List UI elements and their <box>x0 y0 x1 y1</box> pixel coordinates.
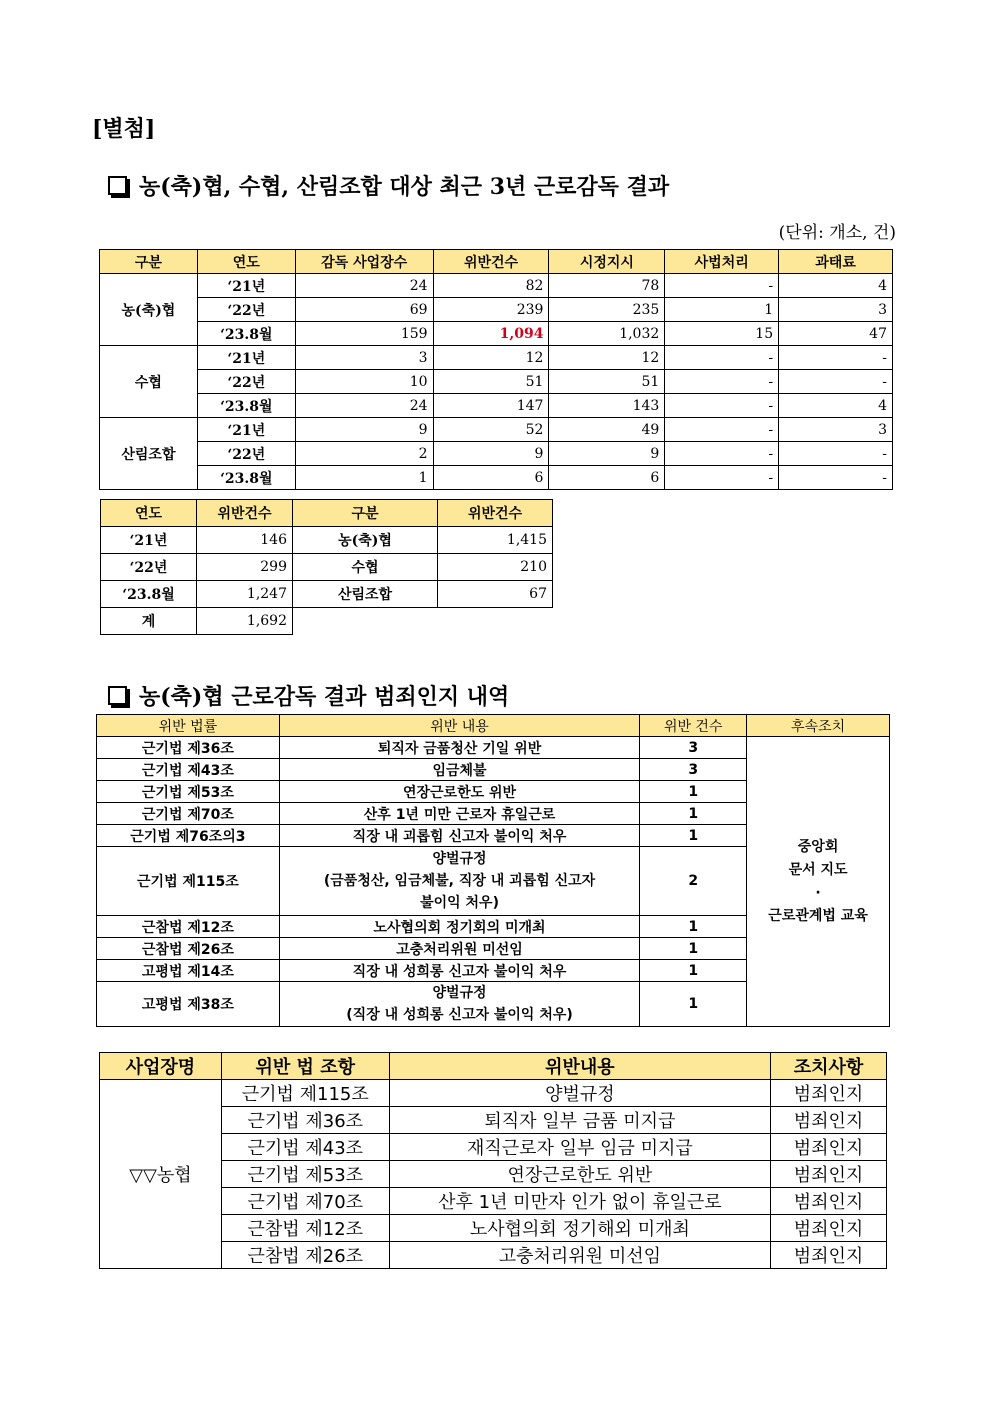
action-cell: 범죄인지 <box>771 1161 887 1188</box>
header-cell: 조치사항 <box>771 1053 887 1080</box>
data-cell: - <box>665 466 779 490</box>
data-cell: 51 <box>549 370 665 394</box>
content-cell: 고충처리위원 미선임 <box>389 1242 770 1269</box>
table-row <box>100 370 893 394</box>
table-row <box>100 418 893 442</box>
data-cell: 78 <box>549 274 665 298</box>
header-cell: 위반내용 <box>389 1053 770 1080</box>
followup-cell <box>747 737 890 1027</box>
data-cell: - <box>779 466 893 490</box>
data-cell: 51 <box>433 370 549 394</box>
group-name: 농(축)협 <box>293 527 438 554</box>
checkbox-icon <box>108 686 127 705</box>
table-row <box>101 554 553 581</box>
law-cell: 근기법 제36조 <box>97 737 280 759</box>
total-value: 1,692 <box>197 608 293 635</box>
data-cell: - <box>665 370 779 394</box>
header-cell: 위반 법 조항 <box>221 1053 389 1080</box>
data-cell: 4 <box>779 274 893 298</box>
data-cell: 47 <box>779 322 893 346</box>
data-cell: 146 <box>197 527 293 554</box>
data-cell: 210 <box>438 554 553 581</box>
year-cell: ‘22년 <box>101 554 197 581</box>
action-cell: 범죄인지 <box>771 1107 887 1134</box>
table-row <box>100 1080 887 1107</box>
content-cell <box>279 982 640 1027</box>
header-cell: 감독 사업장수 <box>295 250 433 274</box>
header-cell: 연도 <box>197 250 295 274</box>
data-cell: - <box>665 418 779 442</box>
data-cell: 1 <box>295 466 433 490</box>
law-cell: 고평법 제38조 <box>97 982 280 1027</box>
header-cell: 구분 <box>293 500 438 527</box>
followup-line: 중앙회 <box>797 838 839 855</box>
data-cell: 4 <box>779 394 893 418</box>
data-cell: 15 <box>665 322 779 346</box>
law-cell: 근기법 제115조 <box>221 1080 389 1107</box>
data-cell: 69 <box>295 298 433 322</box>
year-cell: ‘23.8월 <box>197 322 295 346</box>
action-cell: 범죄인지 <box>771 1134 887 1161</box>
count-cell: 2 <box>640 847 747 916</box>
data-cell: 1 <box>665 298 779 322</box>
law-cell: 근참법 제12조 <box>221 1215 389 1242</box>
table-header-row <box>97 715 890 737</box>
content-cell: 산후 1년 미만 근로자 휴일근로 <box>279 803 640 825</box>
table-row <box>101 527 553 554</box>
content-cell: 퇴직자 일부 금품 미지급 <box>389 1107 770 1134</box>
section1-heading <box>108 170 669 201</box>
action-cell: 범죄인지 <box>771 1188 887 1215</box>
data-cell: - <box>779 346 893 370</box>
table-row <box>97 737 890 759</box>
data-cell: 9 <box>433 442 549 466</box>
count-cell: 3 <box>640 737 747 759</box>
law-cell: 근기법 제53조 <box>97 781 280 803</box>
year-cell: ‘22년 <box>197 298 295 322</box>
total-label: 계 <box>101 608 197 635</box>
data-cell: - <box>665 346 779 370</box>
total-row <box>101 608 553 635</box>
header-cell: 위반 건수 <box>640 715 747 737</box>
header-cell: 시정지시 <box>549 250 665 274</box>
data-cell: 52 <box>433 418 549 442</box>
data-cell: 24 <box>295 274 433 298</box>
followup-line: 문서 지도 <box>788 861 848 878</box>
count-cell: 1 <box>640 825 747 847</box>
content-line: (직장 내 성희롱 신고자 불이익 처우) <box>346 1007 573 1023</box>
workplace-table <box>99 1052 887 1269</box>
table-row <box>100 298 893 322</box>
header-cell: 위반 법률 <box>97 715 280 737</box>
checkbox-icon <box>108 176 127 195</box>
count-cell: 1 <box>640 916 747 938</box>
table-header-row <box>101 500 553 527</box>
law-cell: 근기법 제36조 <box>221 1107 389 1134</box>
data-cell: 143 <box>549 394 665 418</box>
content-cell: 연장근로한도 위반 <box>279 781 640 803</box>
data-cell: - <box>779 370 893 394</box>
data-cell: - <box>665 442 779 466</box>
year-cell: ‘22년 <box>197 442 295 466</box>
inspection-results-table <box>99 249 893 490</box>
data-cell: 9 <box>295 418 433 442</box>
data-cell: 49 <box>549 418 665 442</box>
data-cell: 1,415 <box>438 527 553 554</box>
data-cell: 6 <box>433 466 549 490</box>
data-cell: - <box>665 394 779 418</box>
table-row <box>101 581 553 608</box>
violations-table <box>96 714 890 1027</box>
summary-table <box>100 499 553 635</box>
data-cell: 147 <box>433 394 549 418</box>
data-cell: 3 <box>779 418 893 442</box>
table-header-row <box>100 1053 887 1080</box>
header-cell: 위반 내용 <box>279 715 640 737</box>
data-cell: 82 <box>433 274 549 298</box>
law-cell: 근기법 제70조 <box>97 803 280 825</box>
action-cell: 범죄인지 <box>771 1215 887 1242</box>
content-cell: 퇴직자 금품청산 기일 위반 <box>279 737 640 759</box>
year-cell: ‘23.8월 <box>197 466 295 490</box>
section1-title: 농(축)협, 수협, 산림조합 대상 최근 3년 근로감독 결과 <box>139 174 670 200</box>
law-cell: 근기법 제76조의3 <box>97 825 280 847</box>
followup-line: 근로관계법 교육 <box>768 907 868 924</box>
data-cell: 1,032 <box>549 322 665 346</box>
header-cell: 과태료 <box>779 250 893 274</box>
section2-title: 농(축)협 근로감독 결과 범죄인지 내역 <box>139 684 510 710</box>
content-cell: 직장 내 성희롱 신고자 불이익 처우 <box>279 960 640 982</box>
data-cell: 239 <box>433 298 549 322</box>
law-cell: 근참법 제12조 <box>97 916 280 938</box>
action-cell: 범죄인지 <box>771 1080 887 1107</box>
year-cell: ‘23.8월 <box>101 581 197 608</box>
table-row <box>100 274 893 298</box>
content-line: 양벌규정 <box>432 985 487 1001</box>
data-cell: 6 <box>549 466 665 490</box>
header-cell: 위반건수 <box>197 500 293 527</box>
content-cell: 산후 1년 미만자 인가 없이 휴일근로 <box>389 1188 770 1215</box>
count-cell: 1 <box>640 982 747 1027</box>
content-cell: 임금체불 <box>279 759 640 781</box>
data-cell: 159 <box>295 322 433 346</box>
unit-note: (단위: 개소, 건) <box>778 223 896 243</box>
content-line: 양벌규정 <box>432 851 487 867</box>
group-name: 농(축)협 <box>100 274 198 346</box>
action-cell: 범죄인지 <box>771 1242 887 1269</box>
data-cell: 9 <box>549 442 665 466</box>
content-cell: 양벌규정 <box>389 1080 770 1107</box>
group-name: 수협 <box>293 554 438 581</box>
data-cell: 12 <box>549 346 665 370</box>
header-cell: 연도 <box>101 500 197 527</box>
table-row <box>100 346 893 370</box>
content-cell: 노사협의회 정기해외 미개최 <box>389 1215 770 1242</box>
year-cell: ‘21년 <box>197 274 295 298</box>
law-cell: 근기법 제43조 <box>97 759 280 781</box>
header-cell: 구분 <box>100 250 198 274</box>
data-cell: 235 <box>549 298 665 322</box>
data-cell: 2 <box>295 442 433 466</box>
group-name: 산림조합 <box>100 418 198 490</box>
law-cell: 고평법 제14조 <box>97 960 280 982</box>
count-cell: 1 <box>640 781 747 803</box>
year-cell: ‘21년 <box>197 346 295 370</box>
data-cell: 1,247 <box>197 581 293 608</box>
data-cell: - <box>779 442 893 466</box>
data-cell: 24 <box>295 394 433 418</box>
law-cell: 근기법 제53조 <box>221 1161 389 1188</box>
content-cell: 고충처리위원 미선임 <box>279 938 640 960</box>
count-cell: 3 <box>640 759 747 781</box>
law-cell: 근참법 제26조 <box>221 1242 389 1269</box>
content-line: 불이익 처우) <box>420 895 499 911</box>
content-cell: 노사협의회 정기회의 미개최 <box>279 916 640 938</box>
year-cell: ‘21년 <box>101 527 197 554</box>
section2-heading <box>108 680 509 711</box>
group-name: 수협 <box>100 346 198 418</box>
table-row <box>100 466 893 490</box>
content-cell: 연장근로한도 위반 <box>389 1161 770 1188</box>
attachment-label: [별첨] <box>92 116 156 142</box>
year-cell: ‘21년 <box>197 418 295 442</box>
table-row <box>100 394 893 418</box>
data-cell: 3 <box>295 346 433 370</box>
data-cell: 67 <box>438 581 553 608</box>
data-cell: 299 <box>197 554 293 581</box>
count-cell: 1 <box>640 938 747 960</box>
table-header-row <box>100 250 893 274</box>
content-cell: 직장 내 괴롭힘 신고자 불이익 처우 <box>279 825 640 847</box>
content-cell: 재직근로자 일부 임금 미지급 <box>389 1134 770 1161</box>
group-name: 산림조합 <box>293 581 438 608</box>
data-cell: 10 <box>295 370 433 394</box>
followup-line: · <box>815 884 821 901</box>
table-row <box>100 322 893 346</box>
data-cell: 3 <box>779 298 893 322</box>
empty-cell <box>293 608 438 635</box>
year-cell: ‘23.8월 <box>197 394 295 418</box>
empty-cell <box>438 608 553 635</box>
year-cell: ‘22년 <box>197 370 295 394</box>
law-cell: 근기법 제115조 <box>97 847 280 916</box>
content-line: (금품청산, 임금체불, 직장 내 괴롭힘 신고자 <box>323 873 596 889</box>
data-cell: 12 <box>433 346 549 370</box>
count-cell: 1 <box>640 803 747 825</box>
workplace-name: ▽▽농협 <box>100 1080 222 1269</box>
header-cell: 위반건수 <box>438 500 553 527</box>
header-cell: 위반건수 <box>433 250 549 274</box>
header-cell: 후속조치 <box>747 715 890 737</box>
content-cell <box>279 847 640 916</box>
table-row <box>100 442 893 466</box>
law-cell: 근기법 제70조 <box>221 1188 389 1215</box>
count-cell: 1 <box>640 960 747 982</box>
law-cell: 근기법 제43조 <box>221 1134 389 1161</box>
header-cell: 사법처리 <box>665 250 779 274</box>
highlight-cell: 1,094 <box>433 322 549 346</box>
data-cell: - <box>665 274 779 298</box>
header-cell: 사업장명 <box>100 1053 222 1080</box>
law-cell: 근참법 제26조 <box>97 938 280 960</box>
